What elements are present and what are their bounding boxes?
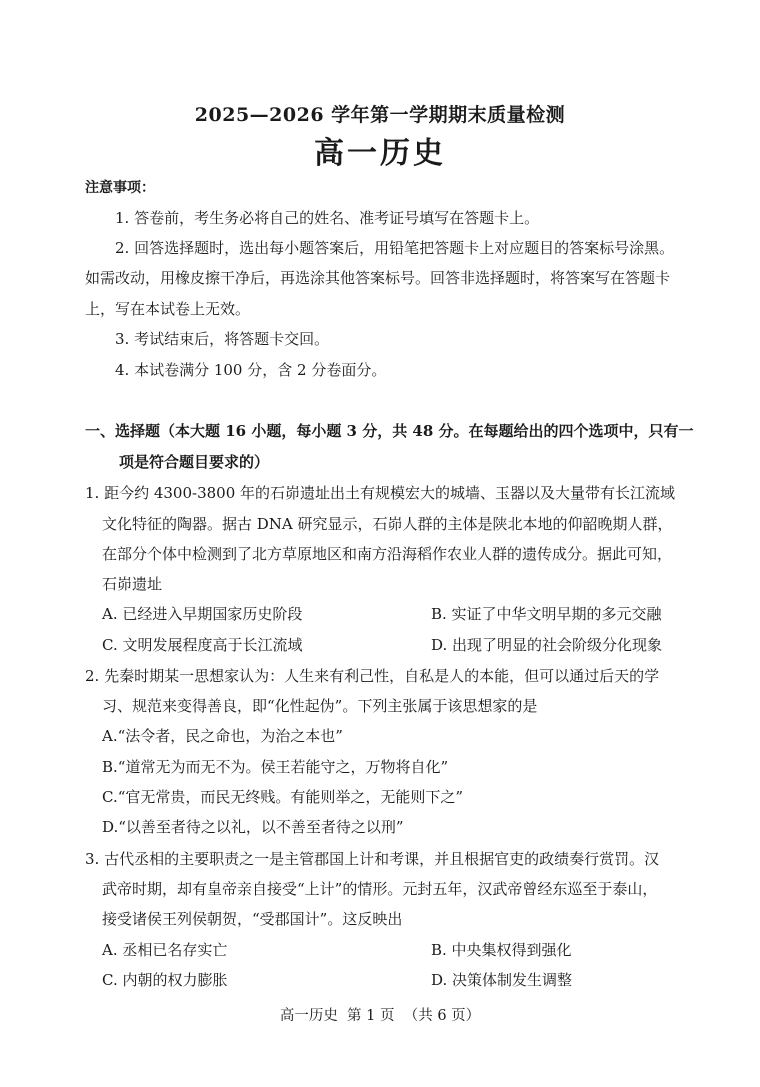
section-heading-line-2: 项是符合题目要求的） [119,453,270,471]
question-1-option-c: C. 文明发展程度高于长江流域 [102,636,303,654]
notes-heading: 注意事项： [85,180,155,196]
question-3-option-d: D. 决策体制发生调整 [431,971,573,989]
question-1-option-d: D. 出现了明显的社会阶级分化现象 [431,636,663,654]
note-item-2-line-2: 如需改动，用橡皮擦干净后，再选涂其他答案标号。回答非选择题时，将答案写在答题卡 [85,269,671,287]
question-1-option-b: B. 实证了中华文明早期的多元交融 [431,605,662,623]
question-1-line-4: 石峁遗址 [102,575,163,593]
question-3-line-3: 接受诸侯王列侯朝贺，“受郡国计”。这反映出 [102,910,403,928]
question-3-option-c: C. 内朝的权力膨胀 [102,971,228,989]
section-heading-line-1: 一、选择题（本大题 16 小题，每小题 3 分，共 48 分。在每题给出的四个选项中，只有一 [85,422,694,440]
note-item-4: 4. 本试卷满分 100 分，含 2 分卷面分。 [115,361,387,379]
question-1-line-2: 文化特征的陶器。据古 DNA 研究显示，石峁人群的主体是陕北本地的仰韶晚期人群， [102,515,673,533]
question-3-line-2: 武帝时期，却有皇帝亲自接受“上计”的情形。元封五年，汉武帝曾经东巡至于泰山， [102,880,658,898]
question-1-line-3: 在部分个体中检测到了北方草原地区和南方沿海稻作农业人群的遗传成分。据此可知， [102,545,673,563]
question-2-option-c: C.“官无常贵，而民无终贱。有能则举之，无能则下之” [102,788,464,806]
question-2-option-d: D.“以善至者待之以礼，以不善至者待之以刑” [102,818,404,836]
question-2-line-1: 2. 先秦时期某一思想家认为：人生来有利己性，自私是人的本能，但可以通过后天的学 [85,667,660,685]
question-1-option-a: A. 已经进入早期国家历史阶段 [102,605,303,623]
subject-title: 高一历史 [314,136,446,171]
question-3-option-a: A. 丞相已名存实亡 [102,941,228,959]
question-3-option-b: B. 中央集权得到强化 [431,941,572,959]
question-2-option-a: A.“法令者，民之命也，为治之本也” [102,727,343,745]
note-item-1: 1. 答卷前，考生务必将自己的姓名、准考证号填写在答题卡上。 [115,209,540,227]
note-item-2-line-1: 2. 回答选择题时，选出每小题答案后，用铅笔把答题卡上对应题目的答案标号涂黑。 [115,239,675,257]
question-3-line-1: 3. 古代丞相的主要职责之一是主管郡国上计和考课，并且根据官吏的政绩奏行赏罚。汉 [85,850,660,868]
question-2-option-b: B.“道常无为而无不为。侯王若能守之，万物将自化” [102,758,449,776]
note-item-2-line-3: 上，写在本试卷上无效。 [85,300,251,318]
question-2-line-2: 习、规范来变得善良，即“化性起伪”。下列主张属于该思想家的是 [102,697,538,715]
note-item-3: 3. 考试结束后，将答题卡交回。 [115,330,330,348]
page-footer: 高一历史 第 1 页 （共 6 页） [279,1008,481,1024]
exam-title: 2025—2026 学年第一学期期末质量检测 [194,104,566,126]
question-1-line-1: 1. 距今约 4300-3800 年的石峁遗址出土有规模宏大的城墙、玉器以及大量带有长江流域 [85,484,676,502]
